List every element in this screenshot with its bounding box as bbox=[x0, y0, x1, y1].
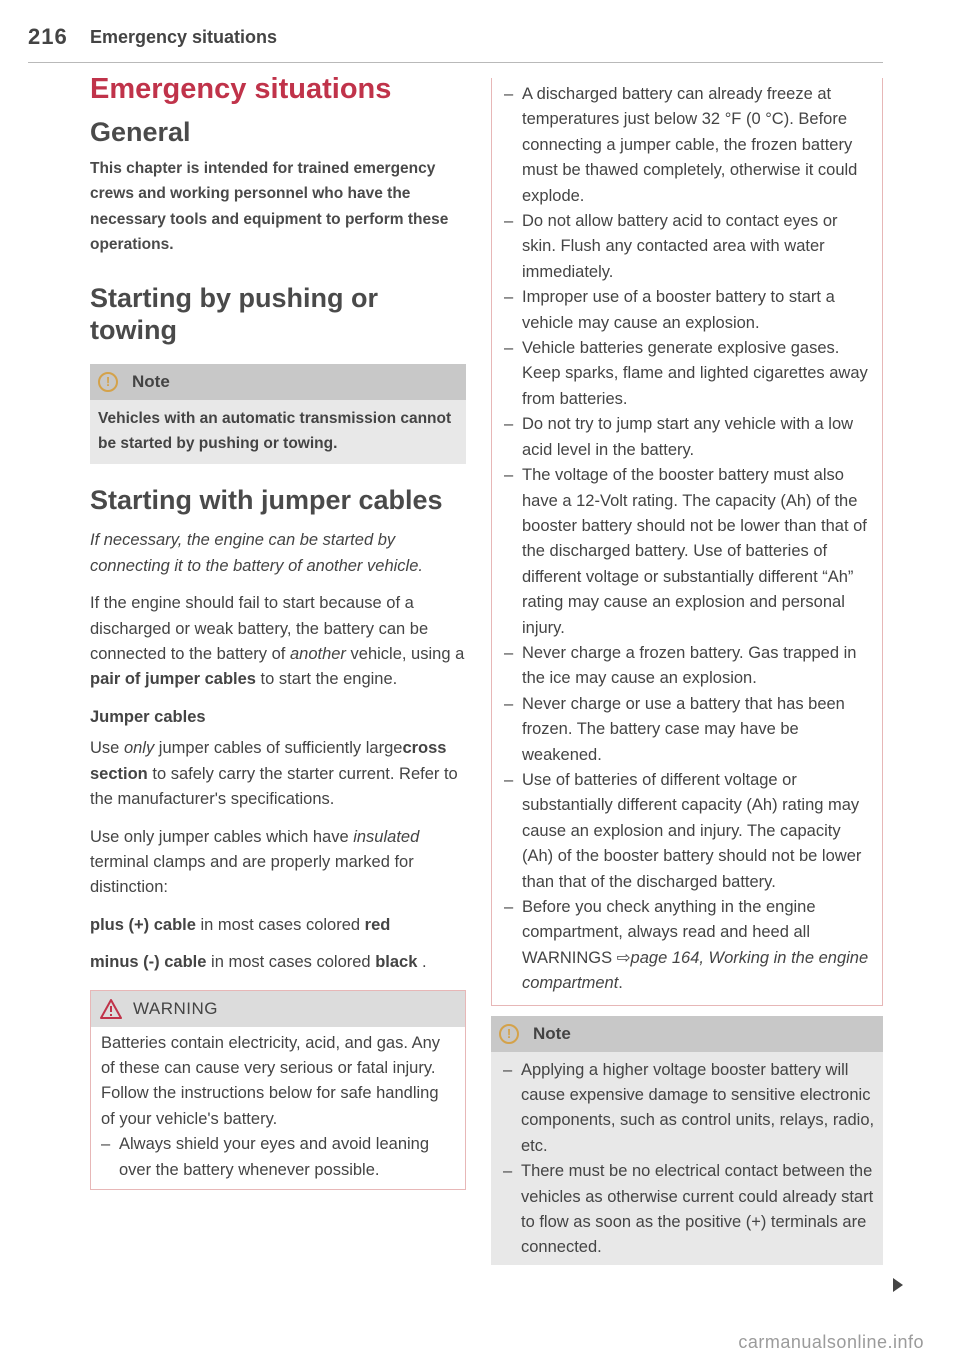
list-item: – Never charge a frozen battery. Gas trapped in the ice may cause an explosion. bbox=[504, 641, 874, 692]
warning-list bbox=[504, 82, 874, 997]
note-header bbox=[491, 1016, 883, 1052]
list-item: – Before you check anything in the engine compartment, always read and heed all WARNINGS ⇨page 164, Working in the engine compartment. bbox=[504, 895, 874, 997]
warning-triangle-icon bbox=[99, 998, 123, 1020]
cables-heading: Jumper cables bbox=[90, 707, 206, 726]
running-head: Emergency situations bbox=[90, 27, 278, 47]
note-header bbox=[90, 364, 466, 400]
list-item: – Do not allow battery acid to contact eyes or skin. Flush any contacted area with water immediately. bbox=[504, 209, 874, 285]
list-item: – Never charge or use a battery that has been frozen. The battery case may have be weakened. bbox=[504, 692, 874, 768]
warning-header bbox=[91, 991, 465, 1027]
minus-cable-line: minus (-) cable in most cases colored black . bbox=[90, 953, 427, 972]
plus-cable-line: plus (+) cable in most cases colored red bbox=[90, 915, 391, 934]
warning-text: Batteries contain electricity, acid, and gas. Any of these can cause very serious or fatal injury. Follow the instructions below for safe handling of your vehicle's battery. bbox=[101, 1033, 441, 1128]
info-icon: ! bbox=[98, 372, 118, 392]
info-icon: ! bbox=[499, 1024, 519, 1044]
page-reference-link[interactable]: ⇨page 164, Working in the engine compartment bbox=[522, 948, 869, 993]
paragraph: Use only jumper cables which have insulated terminal clamps and are properly marked for distinction: bbox=[90, 827, 420, 897]
general-intro: This chapter is intended for trained emergency crews and working personnel who have the necessary tools and equipment to perform these operations. bbox=[90, 160, 449, 254]
note-box bbox=[491, 1016, 883, 1265]
list-item: – Use of batteries of different voltage or substantially different capacity (Ah) rating may cause an explosion and injury. The capacity (Ah) of the booster battery should not be lower than that of the discharged battery. bbox=[504, 768, 874, 895]
list-item: – The voltage of the booster battery must also have a 12-Volt rating. The capacity (Ah) of the booster battery should not be lower than that of the discharged battery. Use of batteries of different voltage or substantially different “Ah” rating may cause an explosion and personal injury. bbox=[504, 463, 874, 641]
page-header bbox=[28, 22, 883, 63]
list-item: – Improper use of a booster battery to start a vehicle may cause an explosion. bbox=[504, 285, 874, 336]
note-list bbox=[503, 1058, 875, 1261]
note-box bbox=[90, 364, 466, 465]
note-text: Vehicles with an automatic transmission cannot be started by pushing or towing. bbox=[90, 400, 466, 465]
warning-list bbox=[101, 1132, 455, 1183]
note-body bbox=[491, 1052, 883, 1265]
general-heading: General bbox=[90, 117, 191, 147]
warning-body bbox=[91, 1027, 465, 1189]
right-column bbox=[491, 78, 883, 1265]
paragraph: Use only jumper cables of sufficiently largecross section to safely carry the starter current. Refer to the manufacturer's specifications. bbox=[90, 739, 458, 809]
list-item: – Applying a higher voltage booster battery will cause expensive damage to sensitive electronic components, such as control units, relays, radio, etc. bbox=[503, 1058, 875, 1160]
warning-title: WARNING bbox=[133, 998, 219, 1018]
paragraph: If the engine should fail to start because of a discharged or weak battery, the battery can be connected to the battery of another vehicle, using a pair of jumper cables to start the engine. bbox=[90, 594, 465, 689]
jumper-lead: If necessary, the engine can be started by connecting it to the battery of another vehicle. bbox=[90, 531, 423, 575]
list-item: – A discharged battery can already freeze at temperatures just below 32 °F (0 °C). Before connecting a jumper cable, the frozen battery must be thawed completely, otherwise it could explode. bbox=[504, 82, 874, 209]
list-item: – Always shield your eyes and avoid leaning over the battery whenever possible. bbox=[101, 1132, 455, 1183]
warning-box bbox=[90, 990, 466, 1190]
list-item: – Vehicle batteries generate explosive gases. Keep sparks, flame and lighted cigarettes away from batteries. bbox=[504, 336, 874, 412]
chapter-title: Emergency situations bbox=[90, 73, 392, 105]
continue-arrow-icon bbox=[893, 1278, 903, 1292]
note-title: Note bbox=[132, 371, 170, 391]
page-number: 216 bbox=[28, 24, 68, 49]
warning-continued bbox=[491, 78, 883, 1006]
note-title: Note bbox=[533, 1023, 571, 1043]
list-item: – There must be no electrical contact between the vehicles as otherwise current could already start to flow as soon as the positive (+) terminals are connected. bbox=[503, 1159, 875, 1261]
left-column bbox=[90, 70, 466, 1190]
list-item: – Do not try to jump start any vehicle with a low acid level in the battery. bbox=[504, 412, 874, 463]
watermark: carmanualsonline.info bbox=[738, 1332, 924, 1352]
push-heading: Starting by pushing or towing bbox=[90, 282, 378, 345]
jumper-heading: Starting with jumper cables bbox=[90, 485, 443, 516]
